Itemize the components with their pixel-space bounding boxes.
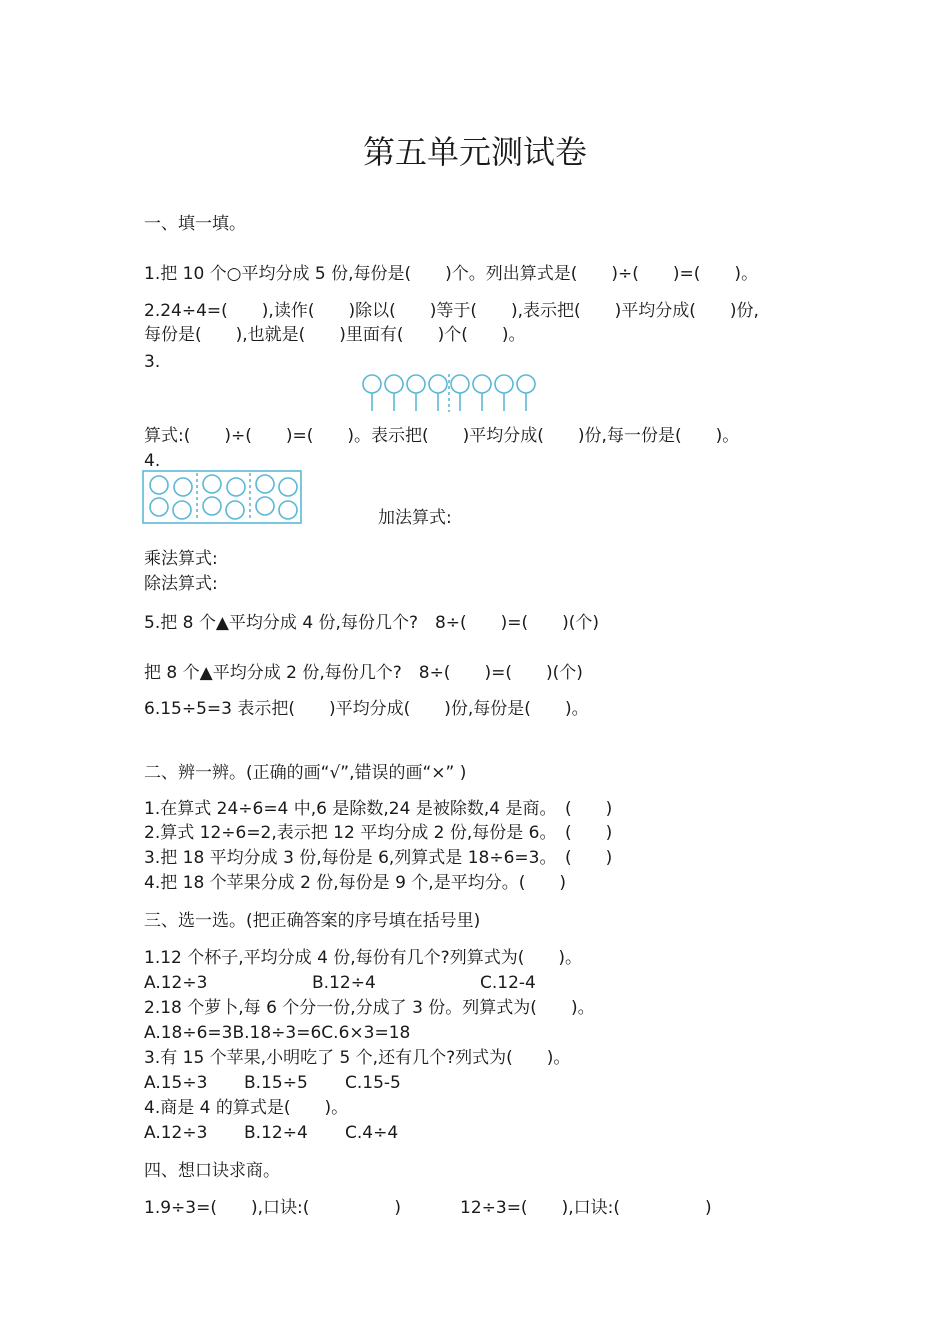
question-1-3-formula: 算式:( )÷( )=( )。表示把( )平均分成( )份,每一份是( )。 [144, 426, 740, 446]
choice-4-option-b: B.12÷4 [244, 1123, 308, 1143]
question-1-5b: 把 8 个▲平均分成 2 份,每份几个? 8÷( )=( )(个) [144, 663, 583, 683]
choice-1-option-a: A.12÷3 [144, 973, 208, 993]
choice-3-option-a: A.15÷3 [144, 1073, 208, 1093]
choice-3-option-b: B.15÷5 [244, 1073, 308, 1093]
question-1-2-line1: 2.24÷4=( ),读作( )除以( )等于( ),表示把( )平均分成( )份, [144, 301, 759, 321]
choice-question-4: 4.商是 4 的算式是( )。 [144, 1098, 349, 1118]
choice-1-option-c: C.12-4 [480, 973, 536, 993]
choice-4-option-a: A.12÷3 [144, 1123, 208, 1143]
judge-item-3: 3.把 18 平均分成 3 份,每份是 6,列算式是 18÷6=3。 ( ) [144, 848, 613, 868]
choice-3-option-c: C.15-5 [345, 1073, 401, 1093]
question-1-4-label: 4. [144, 451, 161, 471]
circle-groups-figure [142, 470, 304, 526]
division-formula-label: 除法算式: [144, 574, 218, 594]
mnemonic-question-1b: 12÷3=( ),口诀:( ) [460, 1198, 712, 1218]
page-title: 第五单元测试卷 [362, 133, 587, 171]
choice-question-1: 1.12 个杯子,平均分成 4 份,每份有几个?列算式为( )。 [144, 948, 582, 968]
section-4-heading: 四、想口诀求商。 [144, 1161, 280, 1181]
multiplication-formula-label: 乘法算式: [144, 549, 218, 569]
section-1-heading: 一、填一填。 [144, 214, 246, 234]
judge-item-1: 1.在算式 24÷6=4 中,6 是除数,24 是被除数,4 是商。 ( ) [144, 799, 613, 819]
judge-item-2: 2.算式 12÷6=2,表示把 12 平均分成 2 份,每份是 6。 ( ) [144, 823, 613, 843]
choice-1-option-b: B.12÷4 [312, 973, 376, 993]
choice-question-2: 2.18 个萝卜,每 6 个分一份,分成了 3 份。列算式为( )。 [144, 998, 595, 1018]
addition-formula-label: 加法算式: [378, 508, 452, 528]
choice-4-option-c: C.4÷4 [345, 1123, 399, 1143]
choice-2-options: A.18÷6=3B.18÷3=6C.6×3=18 [144, 1023, 411, 1043]
mnemonic-question-1a: 1.9÷3=( ),口诀:( ) [144, 1198, 402, 1218]
question-1-1: 1.把 10 个○平均分成 5 份,每份是( )个。列出算式是( )÷( )=( )。 [144, 264, 759, 284]
section-3-heading: 三、选一选。(把正确答案的序号填在括号里) [144, 911, 481, 931]
question-1-5a: 5.把 8 个▲平均分成 4 份,每份几个? 8÷( )=( )(个) [144, 613, 600, 633]
question-1-6: 6.15÷5=3 表示把( )平均分成( )份,每份是( )。 [144, 699, 589, 719]
section-2-heading: 二、辨一辨。(正确的画“√”,错误的画“×” ) [144, 763, 467, 783]
lollipop-figure [360, 372, 540, 414]
question-1-3-label: 3. [144, 352, 161, 372]
choice-question-3: 3.有 15 个苹果,小明吃了 5 个,还有几个?列式为( )。 [144, 1048, 571, 1068]
judge-item-4: 4.把 18 个苹果分成 2 份,每份是 9 个,是平均分。( ) [144, 873, 566, 893]
question-1-2-line2: 每份是( ),也就是( )里面有( )个( )。 [144, 325, 526, 345]
